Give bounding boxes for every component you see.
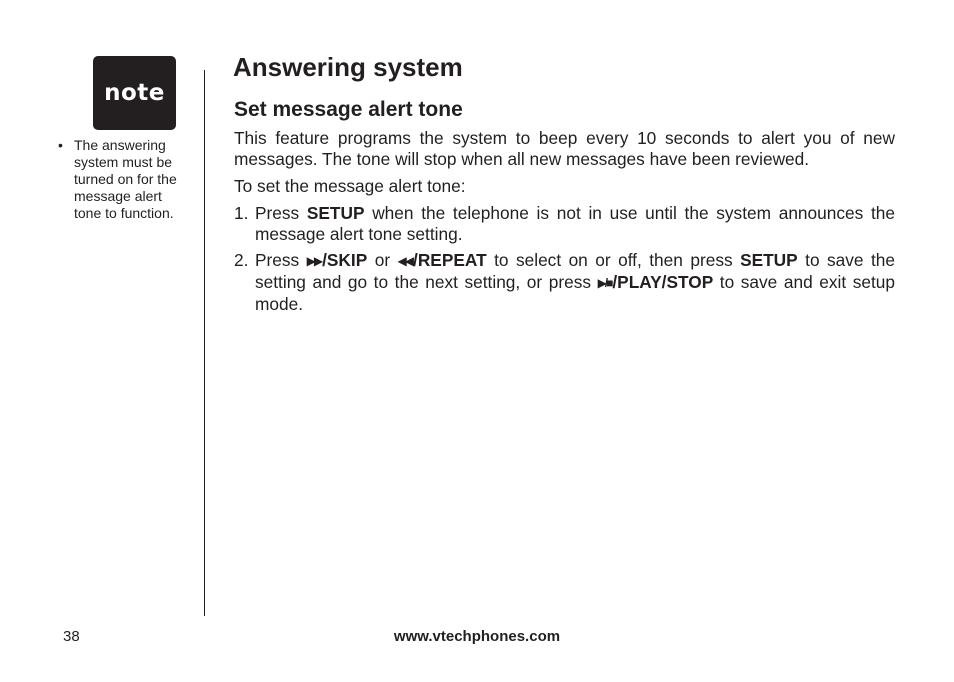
play-stop-icon: ▶/■	[597, 276, 612, 290]
section-content	[234, 128, 895, 320]
setup-key-label: SETUP	[306, 203, 365, 223]
steps-list	[234, 203, 895, 315]
step-text: or	[367, 250, 398, 270]
footer-url: www.vtechphones.com	[393, 628, 561, 645]
sidebar-notes	[58, 137, 193, 222]
note-label: note	[104, 80, 165, 106]
step-item	[234, 203, 895, 245]
step-text: Press	[255, 250, 307, 270]
repeat-icon: ◀◀	[397, 254, 413, 268]
skip-icon: ▶▶	[306, 254, 322, 268]
repeat-key-label: /REPEAT	[413, 250, 487, 270]
page-title: Answering system	[233, 52, 463, 82]
intro-paragraph: This feature programs the system to beep every 10 seconds to alert you of new messages. The tone will stop when all new messages have been reviewed.	[234, 128, 895, 169]
play-stop-key-label: /PLAY/STOP	[612, 272, 714, 292]
note-badge	[93, 56, 176, 130]
setup-key-label: SETUP	[740, 250, 798, 270]
step-text: to save and exit setup mode.	[255, 272, 895, 314]
page-number: 38	[63, 628, 80, 645]
sidebar-note-item: • The answering system must be turned on for the message alert tone to function.	[58, 137, 193, 222]
step-text: when the telephone is not in use until the system announces the message alert tone setting.	[255, 203, 895, 244]
section-title: Set message alert tone	[234, 98, 463, 121]
step-text: Press	[255, 203, 307, 223]
step-text: to select on or off, then press	[486, 250, 741, 270]
skip-key-label: /SKIP	[322, 250, 368, 270]
step-number: 2.	[234, 250, 249, 270]
lead-paragraph: To set the message alert tone:	[234, 176, 466, 196]
vertical-divider	[204, 70, 205, 616]
step-text: to save the setting and go to the next setting, or press	[255, 250, 896, 292]
step-number: 1.	[234, 203, 249, 223]
step-item	[234, 250, 895, 315]
